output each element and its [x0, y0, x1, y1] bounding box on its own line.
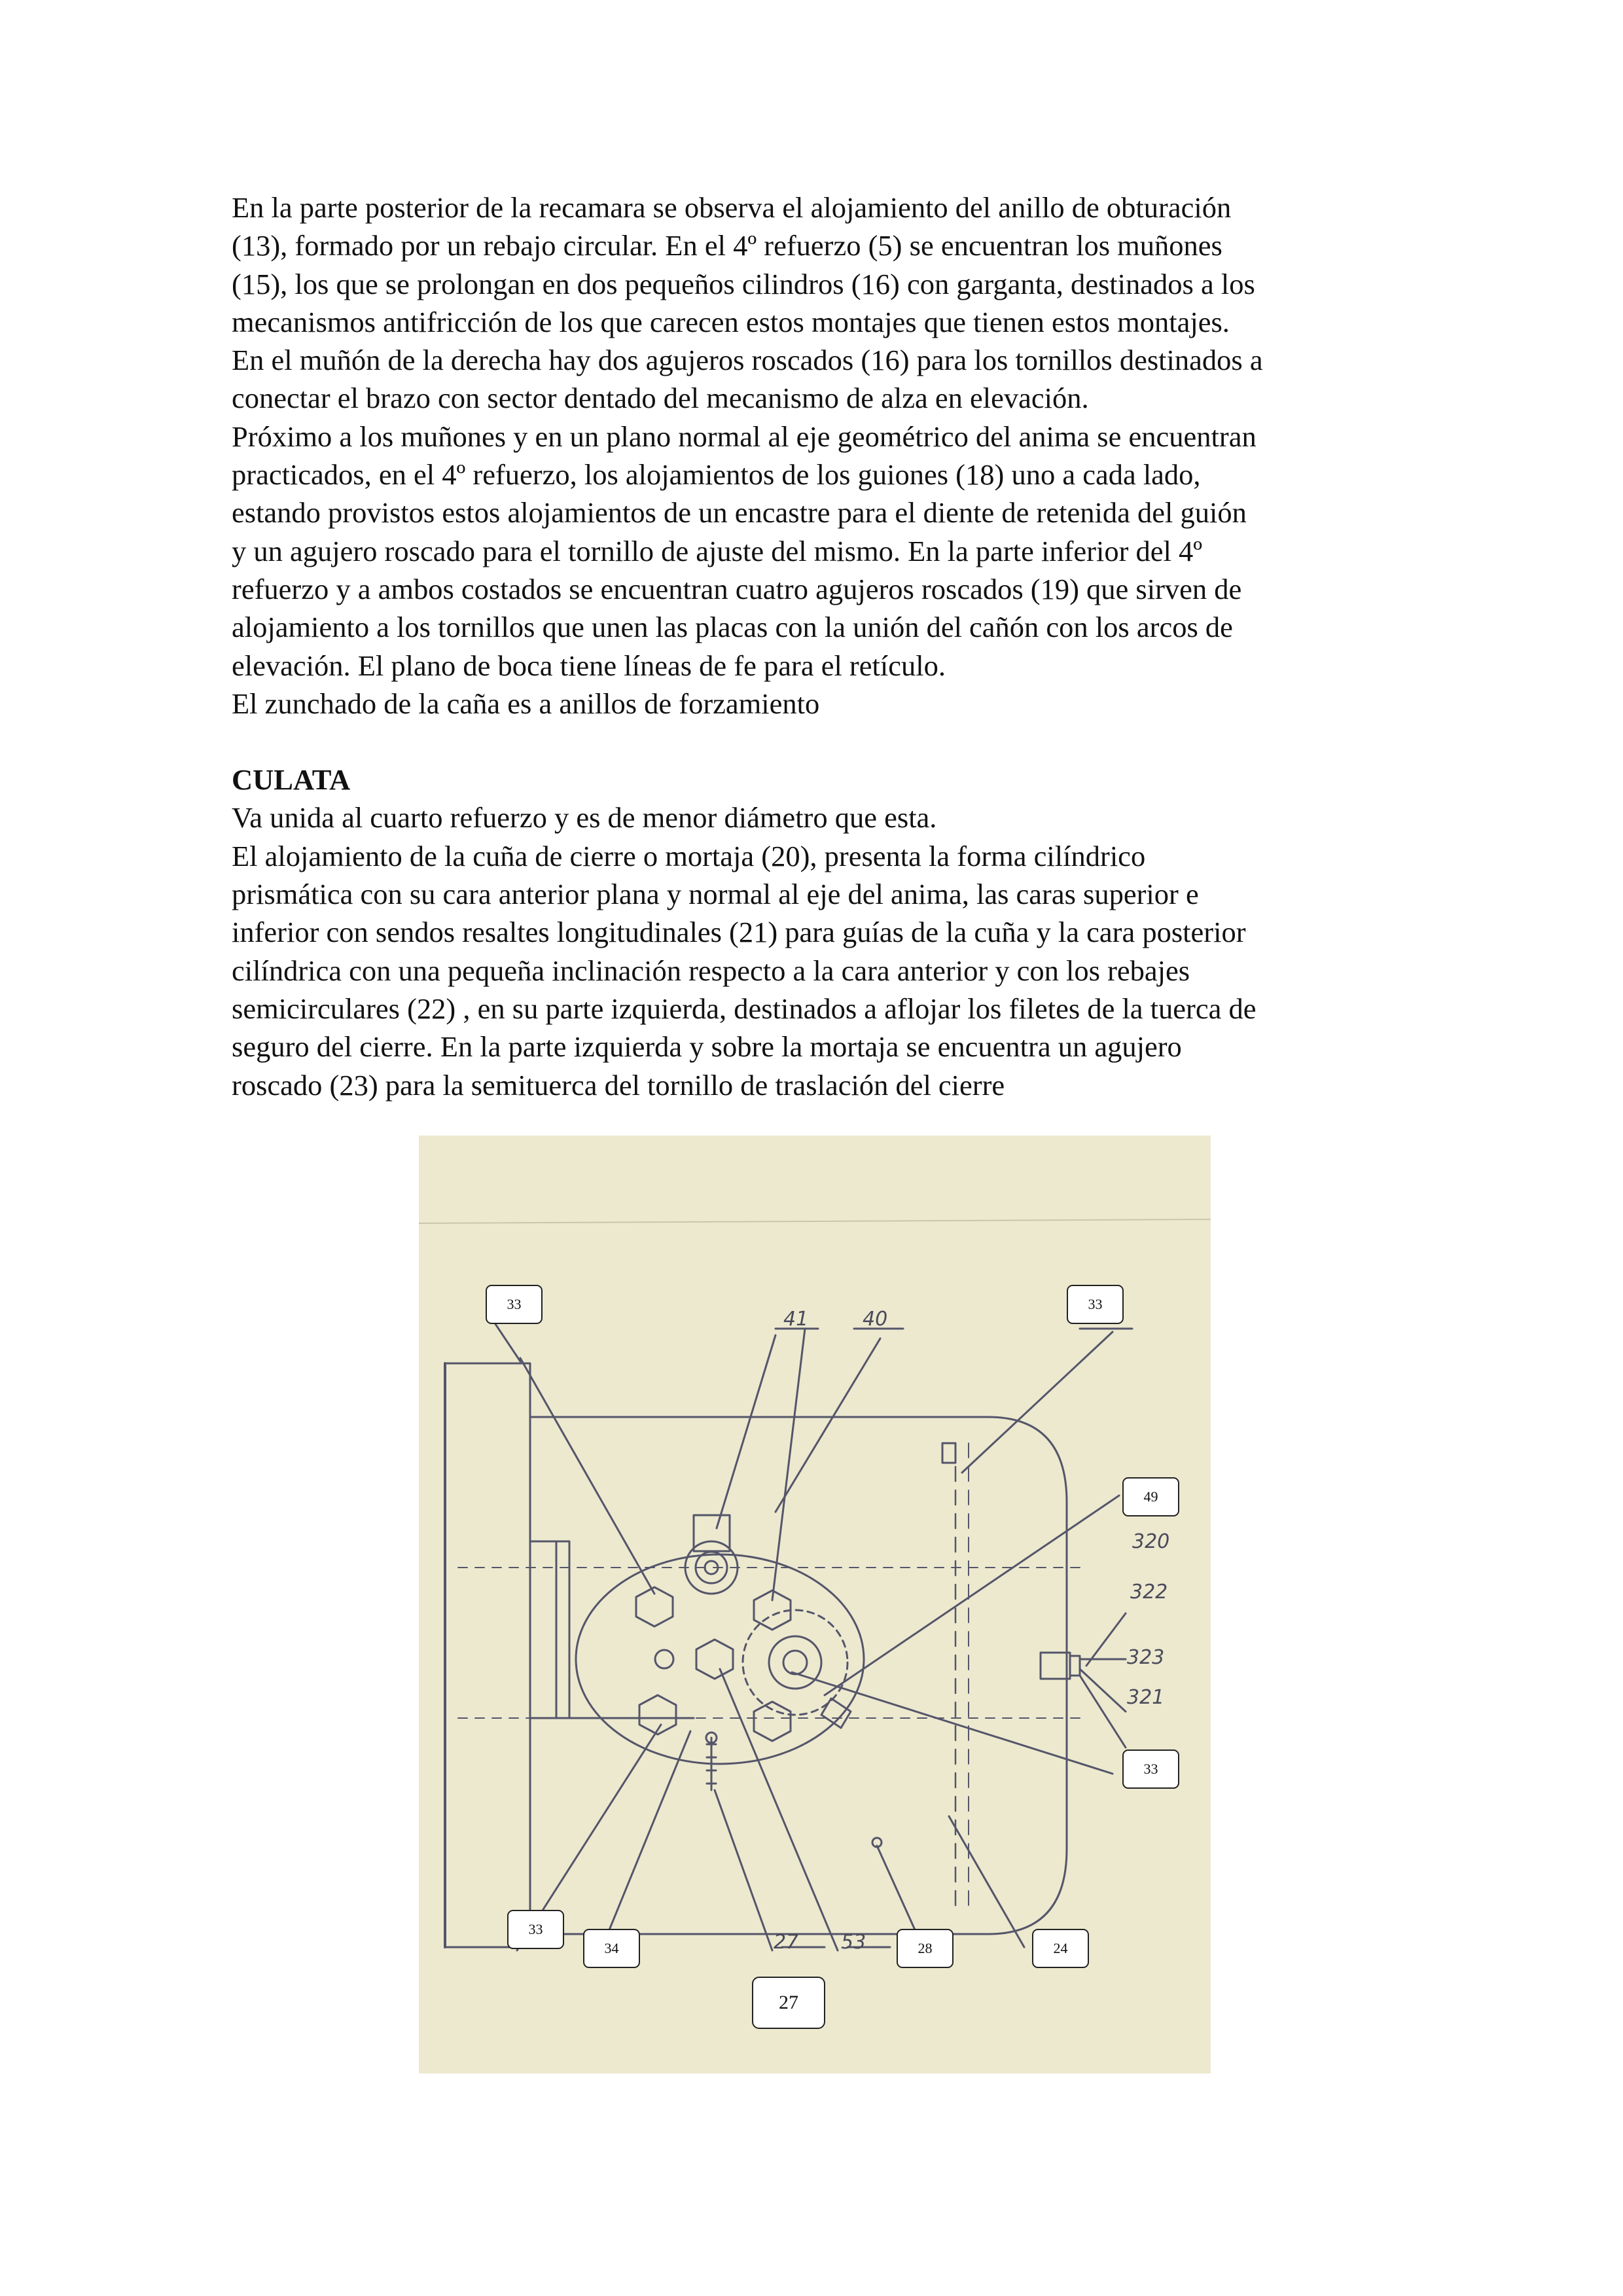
callout-33-right-lower: 33 — [1122, 1749, 1179, 1789]
handwritten-323: 323 — [1127, 1646, 1165, 1669]
text-line: elevación. El plano de boca tiene líneas de fe para el retículo. — [232, 649, 946, 682]
section-heading: CULATA — [232, 763, 351, 797]
callout-33-top-left: 33 — [486, 1285, 543, 1324]
text-line: En el muñón de la derecha hay dos agujeros roscados (16) para los tornillos destinados a — [232, 344, 1263, 377]
callout-34: 34 — [583, 1929, 640, 1968]
text-line: cilíndrica con una pequeña inclinación respecto a la cara anterior y con los rebajes — [232, 954, 1190, 987]
text-line: inferior con sendos resaltes longitudinales (21) para guías de la cuña y la cara posterior — [232, 916, 1246, 949]
text-line: prismática con su cara anterior plana y normal al eje del anima, las caras superior e — [232, 878, 1199, 911]
handwritten-320: 320 — [1132, 1530, 1170, 1553]
hex-bolt — [696, 1640, 733, 1679]
blank-line — [232, 723, 1410, 761]
text-line: refuerzo y a ambos costados se encuentran cuatro agujeros roscados (19) que sirven de — [232, 572, 1242, 605]
text-line: mecanismos antifricción de los que carecen estos montajes que tienen estos montajes. — [232, 305, 1230, 338]
text-line: semicirculares (22) , en su parte izquierda, destinados a aflojar los filetes de la tuerca de — [232, 992, 1257, 1025]
callout-33-top-right: 33 — [1067, 1285, 1124, 1324]
text-line: Próximo a los muñones y en un plano normal al eje geométrico del anima se encuentran — [232, 420, 1257, 453]
handwritten-40: 40 — [863, 1308, 888, 1331]
callout-27: 27 — [752, 1977, 825, 2029]
handwritten-53: 53 — [841, 1931, 866, 1954]
paragraph-1 — [232, 188, 1410, 723]
handwritten-27: 27 — [774, 1931, 799, 1954]
handwritten-322: 322 — [1130, 1581, 1168, 1604]
text-line: estando provistos estos alojamientos de un encastre para el diente de retenida del guión — [232, 496, 1247, 529]
text-line: Va unida al cuarto refuerzo y es de menor diámetro que esta. — [232, 801, 937, 834]
paper-fold-line — [419, 1219, 1211, 1223]
callout-24: 24 — [1032, 1929, 1089, 1968]
text-line: En la parte posterior de la recamara se observa el alojamiento del anillo de obturación — [232, 191, 1232, 224]
text-line: seguro del cierre. En la parte izquierda y sobre la mortaja se encuentra un agujero — [232, 1030, 1182, 1064]
text-line: (15), los que se prolongan en dos pequeños cilindros (16) con garganta, destinados a los — [232, 267, 1255, 300]
handwritten-41: 41 — [783, 1308, 809, 1331]
text-line: roscado (23) para la semituerca del tornillo de traslación del cierre — [232, 1068, 1005, 1102]
left-block — [445, 1363, 530, 1947]
text-line: y un agujero roscado para el tornillo de ajuste del mismo. En la parte inferior del 4º — [232, 534, 1203, 567]
text-line: El alojamiento de la cuña de cierre o mortaja (20), presenta la forma cilíndrico — [232, 839, 1146, 872]
handwritten-321: 321 — [1127, 1686, 1165, 1709]
text-line: alojamiento a los tornillos que unen las placas con la unión del cañón con los arcos de — [232, 611, 1233, 644]
text-line: (13), formado por un rebajo circular. En el 4º refuerzo (5) se encuentran los muñones — [232, 229, 1222, 262]
callout-28: 28 — [897, 1929, 954, 1968]
text-line: practicados, en el 4º refuerzo, los alojamientos de los guiones (18) uno a cada lado, — [232, 458, 1201, 492]
text-line: conectar el brazo con sector dentado del mecanismo de alza en elevación. — [232, 382, 1089, 415]
paragraph-2 — [232, 798, 1410, 1103]
text-line: El zunchado de la caña es a anillos de forzamiento — [232, 687, 820, 720]
callout-49: 49 — [1122, 1477, 1179, 1516]
callout-33-bottom-left: 33 — [507, 1910, 564, 1949]
hex-bolt — [754, 1702, 791, 1741]
breech-diagram-figure — [419, 1136, 1211, 2073]
body-text — [232, 188, 1410, 1104]
